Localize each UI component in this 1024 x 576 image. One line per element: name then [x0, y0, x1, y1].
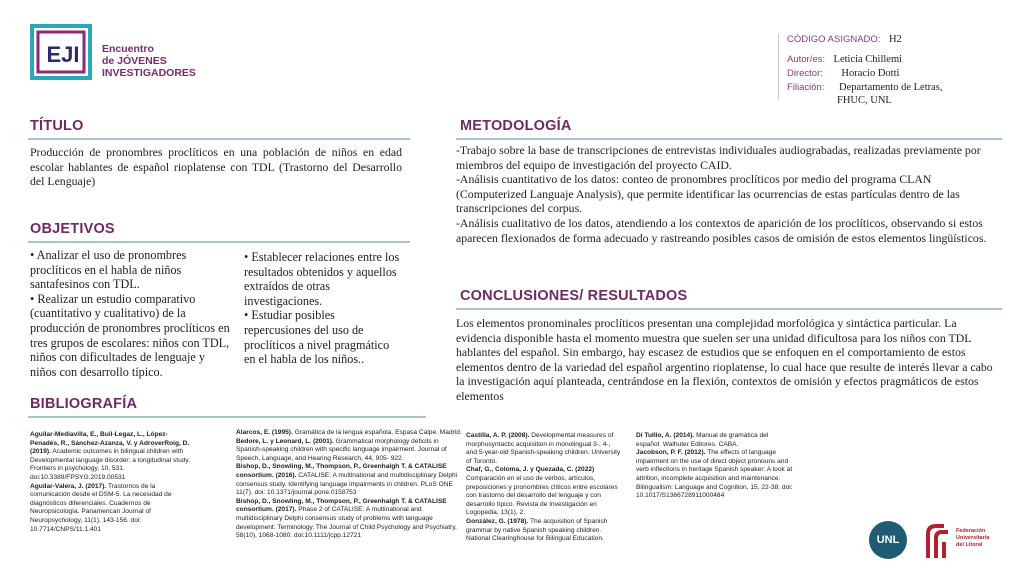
- affiliation-row-2: [837, 95, 892, 106]
- code-row: [787, 34, 902, 45]
- objetivos-col-1: [30, 248, 230, 379]
- bib-col-4: [636, 432, 794, 501]
- bib-entry-author: Bishop, D., Snowling, M., Thompson, P., Greenhalgh T. & CATALISE consortium. (2017).: [236, 497, 447, 514]
- conclusiones-heading: CONCLUSIONES/ RESULTADOS: [460, 288, 688, 304]
- bib-entry-author: Castilla, A. P. (2008).: [466, 432, 530, 439]
- bib-entry: [236, 498, 462, 541]
- fue-wordmark: [956, 528, 989, 549]
- bib-entry-author: Jacobson, P. F. (2012).: [636, 449, 706, 457]
- bibliografia-heading: BIBLIOGRAFÍA: [30, 396, 138, 412]
- director-row: [787, 68, 899, 79]
- bib-entry-author: González, G. (1978).: [466, 517, 529, 525]
- bib-entry-author: Aguilar-Mediavilla, E., Buil-Legaz, L., López-Penadés, R., Sánchez-Azanza, V. y AdroverRoig, D. (2019).: [30, 431, 190, 456]
- bib-entry: [236, 429, 462, 438]
- unl-logo: UNL: [869, 521, 907, 559]
- metodologia-text: [456, 143, 1004, 245]
- affiliation-value-2: FHUC, UNL: [837, 95, 892, 106]
- logo-line-2: de JÓVENES: [102, 55, 167, 67]
- metodologia-rule: [456, 138, 1002, 140]
- logo-mark: EJI: [46, 42, 80, 67]
- code-value: H2: [888, 34, 902, 45]
- bibliografia-rule: [28, 416, 426, 418]
- objetivos-heading: OBJETIVOS: [30, 221, 115, 237]
- metodologia-item: -Análisis cualitativo de los datos, atendiendo a los contextos de aparición de los proclíticos, observando si estos aparecen flexionados de forma adecuado y rastreando posibles casos de omisión de estos elementos lingüísticos.: [456, 215, 987, 245]
- logo-wordmark: [102, 43, 196, 79]
- fue-line-2: Universitaria: [956, 535, 990, 541]
- author-value: Leticia Chillemi: [833, 54, 903, 65]
- titulo-heading: TÍTULO: [30, 118, 84, 134]
- meta-panel: [778, 34, 1010, 106]
- affiliation-value-1: Departamento de Letras,: [839, 82, 943, 93]
- bib-entry-text: Developmental measures of morphosyntactic acquisition in monolingual 3-, 4-, and 5-year-old Spanish-speaking children. University of Toronto.: [466, 432, 621, 465]
- bib-entry-text: Gramática de la lengua española. Espasa Calpe. Madrid.: [292, 429, 462, 436]
- fue-line-3: del Litoral: [956, 542, 983, 548]
- bib-col-1: [30, 431, 196, 534]
- conclusiones-rule: [456, 308, 1002, 310]
- bib-entry-text: Trastornos de la comunicación desde el DSM-5. La necesidad de diagnósticos diferenciales. Cuadernos de Neuropsicología. Panamerican Journal of Neuropsychology, 11(1), 143-156. doi: 10.7714/CNPS/11.1.401: [30, 482, 172, 533]
- bib-entry-author: Di Tullio, A. (2014).: [636, 432, 695, 439]
- metodologia-item: -Trabajo sobre la base de transcripciones de entrevistas individuales audiograbadas, realizadas previamente por miembros del equipo de investigación del proyecto CAID.: [456, 143, 981, 172]
- metodologia-heading: METODOLOGÍA: [460, 118, 572, 134]
- bib-col-3: [466, 432, 622, 544]
- bib-entry: [466, 466, 622, 518]
- titulo-rule: [28, 138, 410, 140]
- bib-entry-author: Bedore, L. y Leonard, L. (2001).: [236, 437, 334, 445]
- bib-entry-text: The acquisition of Spanish grammar by native Spanish speaking children. National Clearinghouse for Bilingual Education.: [466, 517, 608, 543]
- bib-entry: [466, 432, 622, 466]
- bib-entry-author: Alarcos, E. (1995).: [236, 429, 293, 436]
- bib-entry-text: Academic outcomes in bilingual children with Developmental language disorder: a longitudinal study. Frontiers in psychology, 10, 531. doi:10.3389/FPSYG.2019.00531: [30, 448, 191, 481]
- bib-entry: [236, 463, 462, 497]
- affiliation-label: Filiación:: [787, 82, 825, 93]
- bib-entry-text: Manual de gramática del español. Walhuter Editores. CABA.: [636, 432, 769, 448]
- bib-entry-text: The effects of language impairment on the use of direct object pronouns and verb inflections in heritage Spanish speaker: A look at attrition, incomplete acquisition and maintenance. Bilingualism: Language and Cognition, 15, 22-38. doi: 10.1017/S1366728911000484: [636, 449, 793, 500]
- bib-entry-author: Aguilar-Valera, J. (2017).: [30, 482, 107, 490]
- bib-entry: [30, 431, 196, 483]
- fue-emblem-icon: [920, 520, 954, 562]
- fue-line-1: Federación: [956, 528, 986, 534]
- bib-entry-text: CATALISE: A multinational and multidisciplinary Delphi consensus study. Identifying language impairments in children. PLoS ONE 11(7). doi: 10.1371/journal.pone.0158753: [236, 471, 458, 497]
- metodologia-item: -Análisis cuantitativo de los datos: conteo de pronombres proclíticos por medio del programa CLAN (Computerized Languaje Analysis), que permite identificar las ocurrencias de estas partículas dentro de las transcripciones del corpus.: [456, 172, 960, 216]
- bib-entry: [636, 449, 794, 501]
- bib-col-2: [236, 429, 462, 541]
- bib-entry: [636, 432, 794, 449]
- author-row: [787, 54, 902, 65]
- titulo-text: Producción de pronombres proclíticos en una población de niños en edad escolar hablantes de español rioplatense con TDL (Trastorno del Desarrollo del Lenguaje): [30, 145, 402, 189]
- objetivo-item: • Realizar un estudio comparativo (cuantitativo y cualitativo) de la producción de pronombres proclíticos en tres grupos de escolares: niños con TDL, niños con dificultades de lenguaje y niños con desarrollo típico.: [30, 291, 230, 379]
- bib-entry: [236, 438, 462, 464]
- conclusiones-text: Los elementos pronominales proclíticos presentan una complejidad morfológica y sintáctica particular. La evidencia disponible hasta el momento muestra que suelen ser una unidad dificultosa para los niños con TDL hablantes del español. Sin embargo, hay escasez de estudios que se enfoquen en el comportamiento de estos elementos dentro de la variedad del español argentino rioplatense, lo cual hace que resulte de interés llevar a cabo la investigación aquí planteada, centrándose en la flexión, contextos de omisión y efectos pragmáticos de estos elementos: [456, 316, 993, 403]
- eji-logo: [30, 22, 96, 82]
- objetivos-col-2: [244, 250, 402, 367]
- logo-line-3: INVESTIGADORES: [102, 67, 196, 79]
- bib-entry: [466, 518, 622, 544]
- objetivo-item: • Estudiar posibles repercusiones del uso de proclíticos a nivel pragmático en el habla de los niños..: [244, 308, 390, 367]
- objetivo-item: • Establecer relaciones entre los resultados obtenidos y aquellos extraídos de otras investigaciones.: [244, 250, 400, 308]
- logo-line-1: Encuentro: [102, 43, 154, 55]
- fue-logo: [920, 520, 1006, 562]
- objetivos-rule: [28, 241, 410, 243]
- bib-entry-text: Grammatical morphology deficits in Spanish-speaking children with specific language impairment. Journal of Speech, Language, and Hearing Research, 44, 905- 922.: [236, 437, 447, 462]
- bib-entry-text: Phase 2 of CATALISE: A multinational and multidisciplinary Delphi consensus study of problems with language development: Terminology. The Journal of Child Psychology and Psychiatry, 58(10), 1068-1080. doi:10.1111/jcpp.12721: [236, 506, 457, 540]
- code-label: CÓDIGO ASIGNADO:: [787, 34, 881, 45]
- bib-entry-text: Comparación en el uso de verbos, artículos, preposiciones y pronombres clíticos entre escolares con trastorno del desarrollo del lenguaje y con desarrollo típico. Revista de Investigación en Logopedia, 13(1), 2.: [466, 474, 618, 517]
- bib-entry-author: Chaf, G., Coloma, J. y Quezada, C. (2022): [466, 466, 595, 474]
- bib-entry-author: Bishop, D., Snowling, M., Thompson, P., Greenhalgh T. & CATALISE consortium. (2016).: [236, 463, 447, 479]
- objetivo-item: • Analizar el uso de pronombres proclíticos en el habla de niños santafesinos con TDL.: [30, 248, 187, 292]
- director-label: Director:: [787, 68, 823, 79]
- bib-entry: [30, 483, 196, 535]
- author-label: Autor/es:: [787, 54, 826, 65]
- affiliation-row: [787, 82, 943, 93]
- director-value: Horacio Dotti: [841, 68, 900, 79]
